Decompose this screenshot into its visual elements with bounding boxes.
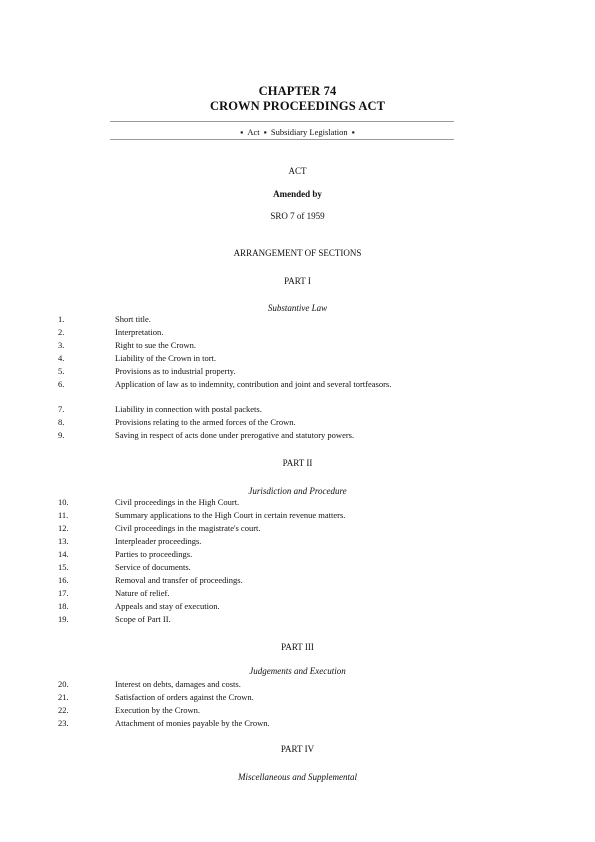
section-number: 4.: [58, 353, 65, 363]
part-label: PART IV: [280, 744, 315, 754]
section-title: Liability in connection with postal packets.: [115, 404, 262, 414]
section-number: 19.: [58, 614, 69, 624]
bullet-icon: ▪: [240, 127, 244, 137]
section-number: 22.: [58, 705, 69, 715]
section-number: 21.: [58, 692, 69, 702]
section-number: 1.: [58, 314, 65, 324]
section-title: Parties to proceedings.: [115, 549, 193, 559]
section-title: Provisions as to industrial property.: [115, 366, 236, 376]
amendment-reference: SRO 7 of 1959: [270, 211, 325, 221]
section-title: Scope of Part II.: [115, 614, 171, 624]
section-number: 11.: [58, 510, 69, 520]
part-label: PART II: [282, 458, 313, 468]
section-title: Satisfaction of orders against the Crown.: [115, 692, 254, 702]
amended-by-label: Amended by: [273, 189, 322, 199]
section-title: Saving in respect of acts done under prerogative and statutory powers.: [115, 430, 355, 440]
section-number: 7.: [58, 404, 65, 414]
bullet-icon: ▪: [351, 127, 355, 137]
section-title: Service of documents.: [115, 562, 191, 572]
section-title: Short title.: [115, 314, 151, 324]
part-subtitle: Miscellaneous and Supplemental: [238, 772, 357, 782]
section-title: Execution by the Crown.: [115, 705, 200, 715]
section-title: Right to sue the Crown.: [115, 340, 196, 350]
section-number: 15.: [58, 562, 69, 572]
nav-links: [0, 127, 595, 137]
section-number: 2.: [58, 327, 65, 337]
section-title: Provisions relating to the armed forces of the Crown.: [115, 417, 296, 427]
section-number: 23.: [58, 718, 69, 728]
bullet-icon: ▪: [263, 127, 267, 137]
subsidiary-legislation-link[interactable]: Subsidiary Legislation: [270, 127, 348, 137]
arrangement-heading: ARRANGEMENT OF SECTIONS: [233, 248, 362, 258]
section-number: 17.: [58, 588, 69, 598]
section-number: 9.: [58, 430, 65, 440]
section-number: 5.: [58, 366, 65, 376]
section-title: Interpleader proceedings.: [115, 536, 202, 546]
section-title: Removal and transfer of proceedings.: [115, 575, 243, 585]
section-title: Interest on debts, damages and costs.: [115, 679, 241, 689]
section-title: Civil proceedings in the High Court.: [115, 497, 240, 507]
section-title: Appeals and stay of execution.: [115, 601, 220, 611]
section-number: 3.: [58, 340, 65, 350]
section-number: 16.: [58, 575, 69, 585]
section-number: 20.: [58, 679, 69, 689]
section-number: 8.: [58, 417, 65, 427]
section-title: Application of law as to indemnity, contribution and joint and several tortfeasors.: [115, 379, 392, 389]
section-title: Nature of relief.: [115, 588, 170, 598]
section-number: 10.: [58, 497, 69, 507]
part-label: PART III: [281, 642, 314, 652]
section-number: 13.: [58, 536, 69, 546]
part-label: PART I: [284, 276, 311, 286]
part-subtitle: Judgements and Execution: [249, 666, 346, 676]
part-subtitle: Jurisdiction and Procedure: [248, 486, 347, 496]
bottom-rule: [110, 139, 454, 140]
section-number: 6.: [58, 379, 65, 389]
top-rule: [110, 121, 454, 122]
section-number: 12.: [58, 523, 69, 533]
section-number: 18.: [58, 601, 69, 611]
section-number: 14.: [58, 549, 69, 559]
section-title: Interpretation.: [115, 327, 164, 337]
part-subtitle: Substantive Law: [267, 303, 328, 313]
section-title: Attachment of monies payable by the Crown.: [115, 718, 270, 728]
section-title: Liability of the Crown in tort.: [115, 353, 217, 363]
section-title: Civil proceedings in the magistrate's court.: [115, 523, 261, 533]
section-title: Summary applications to the High Court in certain revenue matters.: [115, 510, 346, 520]
act-title: CROWN PROCEEDINGS ACT: [209, 99, 386, 113]
chapter-heading: CHAPTER 74: [258, 84, 337, 98]
act-link[interactable]: Act: [247, 127, 260, 137]
act-heading: ACT: [288, 166, 307, 176]
